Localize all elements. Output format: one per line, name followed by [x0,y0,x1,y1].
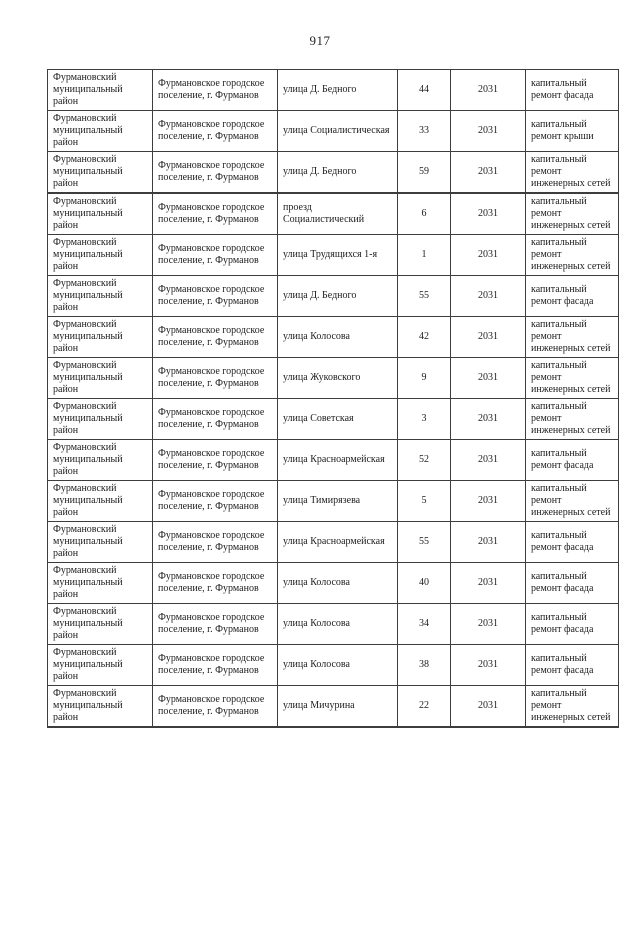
cell-settlement: Фурмановское городское поселение, г. Фурманов [153,399,278,440]
cell-street: улица Колосова [278,604,398,645]
cell-house-number: 1 [398,235,451,276]
cell-municipal-district: Фурмановский муниципальный район [48,399,153,440]
cell-street: улица Д. Бедного [278,276,398,317]
cell-municipal-district: Фурмановский муниципальный район [48,686,153,728]
cell-settlement: Фурмановское городское поселение, г. Фурманов [153,481,278,522]
cell-settlement: Фурмановское городское поселение, г. Фурманов [153,522,278,563]
cell-planned-year: 2031 [451,358,526,399]
cell-street: улица Колосова [278,645,398,686]
cell-municipal-district: Фурмановский муниципальный район [48,317,153,358]
cell-repair-type: капитальный ремонт фасада [526,522,619,563]
cell-street: улица Д. Бедного [278,152,398,194]
cell-house-number: 9 [398,358,451,399]
cell-municipal-district: Фурмановский муниципальный район [48,522,153,563]
table-row [48,317,619,358]
cell-house-number: 52 [398,440,451,481]
cell-street: улица Красноармейская [278,522,398,563]
cell-planned-year: 2031 [451,111,526,152]
cell-repair-type: капитальный ремонт фасада [526,563,619,604]
cell-house-number: 34 [398,604,451,645]
table-row [48,276,619,317]
table-row [48,358,619,399]
cell-municipal-district: Фурмановский муниципальный район [48,193,153,235]
cell-street: улица Трудящихся 1-я [278,235,398,276]
cell-settlement: Фурмановское городское поселение, г. Фурманов [153,276,278,317]
cell-settlement: Фурмановское городское поселение, г. Фурманов [153,235,278,276]
table-row [48,399,619,440]
cell-repair-type: капитальный ремонт инженерных сетей [526,686,619,728]
table-row [48,481,619,522]
cell-house-number: 42 [398,317,451,358]
cell-repair-type: капитальный ремонт инженерных сетей [526,481,619,522]
cell-municipal-district: Фурмановский муниципальный район [48,70,153,111]
cell-planned-year: 2031 [451,481,526,522]
cell-house-number: 44 [398,70,451,111]
cell-repair-type: капитальный ремонт фасада [526,604,619,645]
cell-settlement: Фурмановское городское поселение, г. Фурманов [153,317,278,358]
capital-repair-table [47,69,619,728]
cell-repair-type: капитальный ремонт инженерных сетей [526,399,619,440]
cell-settlement: Фурмановское городское поселение, г. Фурманов [153,358,278,399]
table-row [48,686,619,728]
table-row [48,563,619,604]
table-row [48,235,619,276]
cell-planned-year: 2031 [451,563,526,604]
cell-planned-year: 2031 [451,604,526,645]
cell-repair-type: капитальный ремонт инженерных сетей [526,193,619,235]
cell-repair-type: капитальный ремонт крыши [526,111,619,152]
cell-repair-type: капитальный ремонт фасада [526,645,619,686]
cell-street: улица Социалистическая [278,111,398,152]
cell-planned-year: 2031 [451,152,526,194]
cell-municipal-district: Фурмановский муниципальный район [48,152,153,194]
table-row [48,111,619,152]
cell-planned-year: 2031 [451,276,526,317]
page-number: 917 [309,33,331,48]
cell-house-number: 22 [398,686,451,728]
cell-settlement: Фурмановское городское поселение, г. Фурманов [153,440,278,481]
table-row [48,193,619,235]
cell-repair-type: капитальный ремонт инженерных сетей [526,317,619,358]
table-row [48,152,619,194]
cell-planned-year: 2031 [451,235,526,276]
repair-table-body [48,70,619,728]
cell-house-number: 55 [398,276,451,317]
table-row [48,604,619,645]
table-row [48,645,619,686]
cell-municipal-district: Фурмановский муниципальный район [48,440,153,481]
cell-house-number: 3 [398,399,451,440]
cell-street: улица Колосова [278,563,398,604]
cell-house-number: 59 [398,152,451,194]
cell-street: улица Красноармейская [278,440,398,481]
cell-repair-type: капитальный ремонт фасада [526,276,619,317]
cell-house-number: 5 [398,481,451,522]
cell-street: улица Д. Бедного [278,70,398,111]
cell-settlement: Фурмановское городское поселение, г. Фурманов [153,193,278,235]
cell-repair-type: капитальный ремонт фасада [526,70,619,111]
cell-municipal-district: Фурмановский муниципальный район [48,235,153,276]
cell-planned-year: 2031 [451,440,526,481]
cell-settlement: Фурмановское городское поселение, г. Фурманов [153,111,278,152]
cell-planned-year: 2031 [451,193,526,235]
cell-repair-type: капитальный ремонт фасада [526,440,619,481]
cell-municipal-district: Фурмановский муниципальный район [48,604,153,645]
cell-street: улица Колосова [278,317,398,358]
cell-repair-type: капитальный ремонт инженерных сетей [526,358,619,399]
cell-street: улица Жуковского [278,358,398,399]
cell-street: улица Советская [278,399,398,440]
cell-municipal-district: Фурмановский муниципальный район [48,358,153,399]
cell-settlement: Фурмановское городское поселение, г. Фурманов [153,686,278,728]
cell-planned-year: 2031 [451,522,526,563]
cell-planned-year: 2031 [451,686,526,728]
cell-municipal-district: Фурмановский муниципальный район [48,563,153,604]
cell-house-number: 40 [398,563,451,604]
cell-municipal-district: Фурмановский муниципальный район [48,481,153,522]
cell-municipal-district: Фурмановский муниципальный район [48,111,153,152]
cell-settlement: Фурмановское городское поселение, г. Фурманов [153,604,278,645]
cell-planned-year: 2031 [451,399,526,440]
cell-house-number: 33 [398,111,451,152]
cell-house-number: 55 [398,522,451,563]
cell-planned-year: 2031 [451,317,526,358]
cell-house-number: 6 [398,193,451,235]
cell-municipal-district: Фурмановский муниципальный район [48,645,153,686]
cell-settlement: Фурмановское городское поселение, г. Фурманов [153,70,278,111]
cell-street: проезд Социалистический [278,193,398,235]
cell-settlement: Фурмановское городское поселение, г. Фурманов [153,645,278,686]
table-row [48,70,619,111]
cell-settlement: Фурмановское городское поселение, г. Фурманов [153,563,278,604]
cell-street: улица Мичурина [278,686,398,728]
cell-house-number: 38 [398,645,451,686]
table-row [48,522,619,563]
cell-municipal-district: Фурмановский муниципальный район [48,276,153,317]
cell-repair-type: капитальный ремонт инженерных сетей [526,152,619,194]
cell-repair-type: капитальный ремонт инженерных сетей [526,235,619,276]
cell-street: улица Тимирязева [278,481,398,522]
cell-settlement: Фурмановское городское поселение, г. Фурманов [153,152,278,194]
cell-planned-year: 2031 [451,70,526,111]
cell-planned-year: 2031 [451,645,526,686]
table-row [48,440,619,481]
